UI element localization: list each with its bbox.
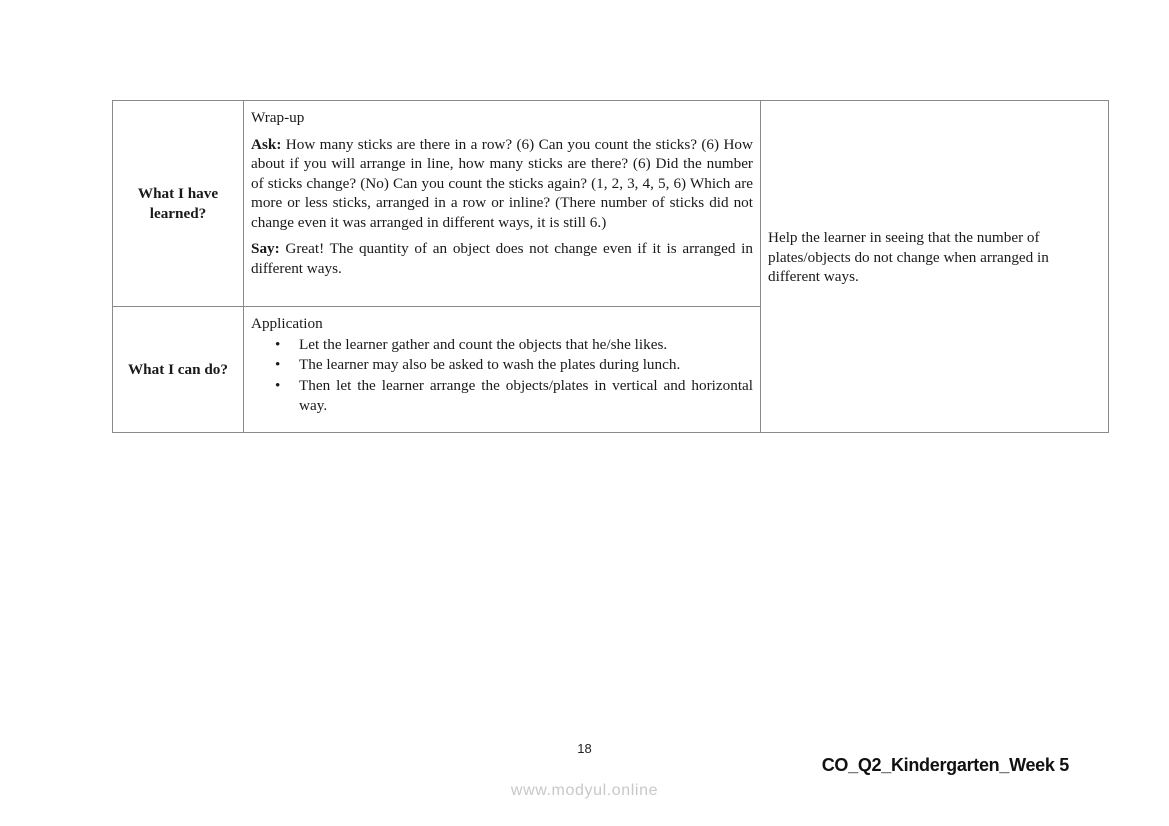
list-item-text: Let the learner gather and count the objects that he/she likes. bbox=[299, 335, 668, 353]
application-list bbox=[251, 335, 753, 417]
ask-text: How many sticks are there in a row? (6) Can you count the sticks? (6) How about if you will arrange in line, how many sticks are there? (6) Did the number of sticks change? (No) Can you count the sticks again? (1, 2, 3, 4, 5, 6) Which are more or less sticks, arranged in a row or inline? (There number of sticks did not change even it was arranged in different ways, it is still 6.) bbox=[251, 135, 753, 231]
table-row bbox=[113, 101, 1109, 307]
notes-cell bbox=[761, 101, 1109, 433]
wrapup-cell bbox=[244, 101, 761, 307]
say-paragraph bbox=[251, 239, 753, 278]
row-label-text: What I can do? bbox=[127, 360, 228, 378]
list-item-text: The learner may also be asked to wash the plates during lunch. bbox=[299, 356, 681, 373]
ask-lead: Ask: bbox=[251, 135, 282, 153]
application-cell bbox=[244, 307, 761, 433]
page-number: 18 bbox=[577, 741, 592, 756]
list-item-text: Then let the learner arrange the objects/plates in vertical and horizontal way. bbox=[299, 376, 753, 414]
list-item bbox=[275, 376, 753, 417]
bullet-icon: • bbox=[275, 376, 281, 394]
application-heading: Application bbox=[251, 315, 323, 332]
list-item bbox=[275, 335, 753, 356]
notes-text: Help the learner in seeing that the number of plates/objects do not change when arranged in different ways. bbox=[768, 229, 1049, 286]
row-label-learned bbox=[113, 101, 244, 307]
say-text: Great! The quantity of an object does not change even if it is arranged in different ways. bbox=[251, 240, 753, 277]
list-item bbox=[275, 355, 753, 376]
say-lead: Say: bbox=[251, 240, 280, 257]
bullet-icon: • bbox=[275, 356, 281, 373]
ask-paragraph bbox=[251, 135, 753, 233]
row-label-can-do bbox=[113, 307, 244, 433]
bullet-icon: • bbox=[275, 335, 281, 353]
lesson-table bbox=[112, 100, 1109, 433]
watermark: www.modyul.online bbox=[510, 782, 659, 799]
row-label-text: What I have learned? bbox=[137, 185, 219, 222]
wrapup-heading: Wrap-up bbox=[251, 109, 305, 126]
document-code: CO_Q2_Kindergarten_Week 5 bbox=[821, 755, 1069, 775]
